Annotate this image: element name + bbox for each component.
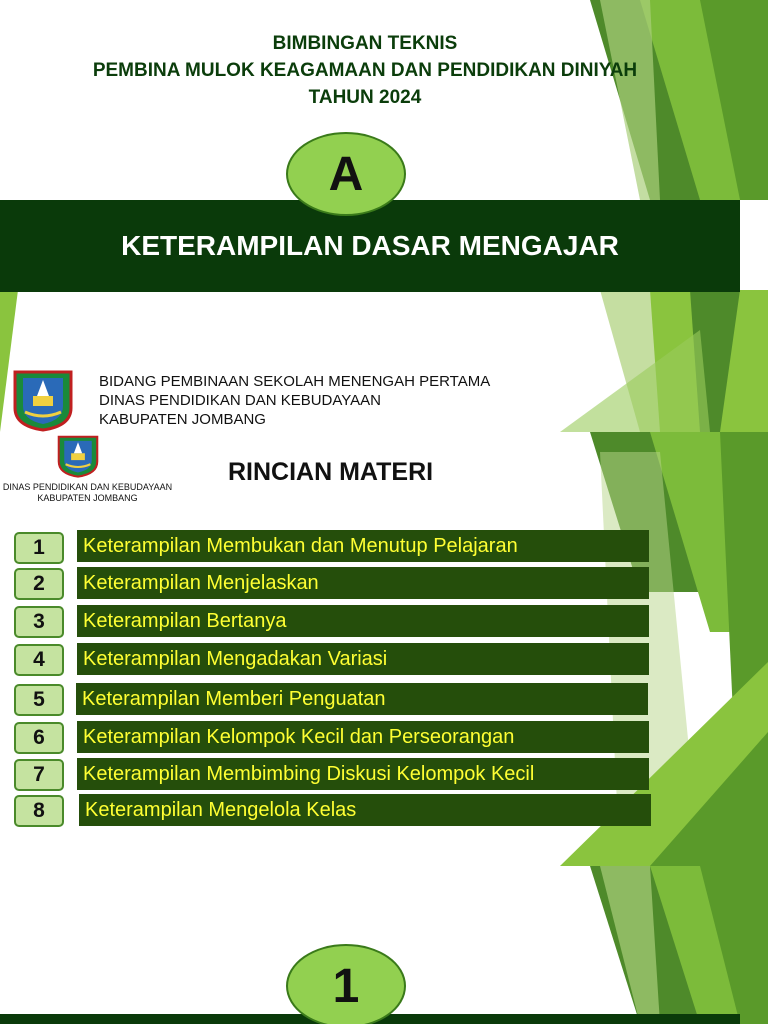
slide-title: [0, 0, 768, 432]
item-number: 2: [14, 568, 64, 600]
slide-section-1: [0, 866, 768, 1024]
header-line-3: TAHUN 2024: [308, 87, 422, 108]
item-number: 7: [14, 759, 64, 791]
org-line-3: KABUPATEN JOMBANG: [99, 411, 266, 428]
list-item: Keterampilan Menjelaskan: [77, 567, 649, 599]
section-title-band: [0, 200, 740, 292]
logo-caption: [0, 482, 175, 504]
item-number: 6: [14, 722, 64, 754]
org-line-2: DINAS PENDIDIKAN DAN KEBUDAYAAN: [99, 392, 382, 409]
header-line-1: BIMBINGAN TEKNIS: [272, 33, 458, 54]
list-item: Keterampilan Membimbing Diskusi Kelompok Kecil: [77, 758, 649, 790]
header-line-2: PEMBINA MULOK KEAGAMAAN DAN PENDIDIKAN DINIYAH: [92, 60, 638, 81]
list-item: Keterampilan Membukan dan Menutup Pelajaran: [77, 530, 649, 562]
item-number: 4: [14, 644, 64, 676]
jombang-logo-icon: [56, 434, 100, 478]
item-number: 3: [14, 606, 64, 638]
jombang-logo-icon: [11, 368, 75, 432]
slide-title: RINCIAN MATERI: [228, 458, 434, 486]
list-item: Keterampilan Bertanya: [77, 605, 649, 637]
section-number-badge: [286, 944, 406, 1024]
logo-caption-line-1: DINAS PENDIDIKAN DAN KEBUDAYAAN: [2, 482, 173, 492]
list-item: Keterampilan Kelompok Kecil dan Perseorangan: [77, 721, 649, 753]
organization-info: [99, 372, 490, 429]
item-number: 8: [14, 795, 64, 827]
list-item: Keterampilan Mengadakan Variasi: [77, 643, 649, 675]
list-item: Keterampilan Mengelola Kelas: [79, 794, 651, 826]
slide-material-list: [0, 432, 768, 866]
section-number: 1: [332, 959, 360, 1013]
list-item: Keterampilan Memberi Penguatan: [76, 683, 648, 715]
section-title: KETERAMPILAN DASAR MENGAJAR: [121, 230, 619, 261]
logo-caption-line-2: KABUPATEN JOMBANG: [37, 493, 138, 503]
section-letter-badge: [286, 132, 406, 216]
item-number: 1: [14, 532, 64, 564]
item-number: 5: [14, 684, 64, 716]
section-letter: A: [328, 147, 364, 201]
org-line-1: BIDANG PEMBINAAN SEKOLAH MENENGAH PERTAMA: [99, 373, 491, 390]
